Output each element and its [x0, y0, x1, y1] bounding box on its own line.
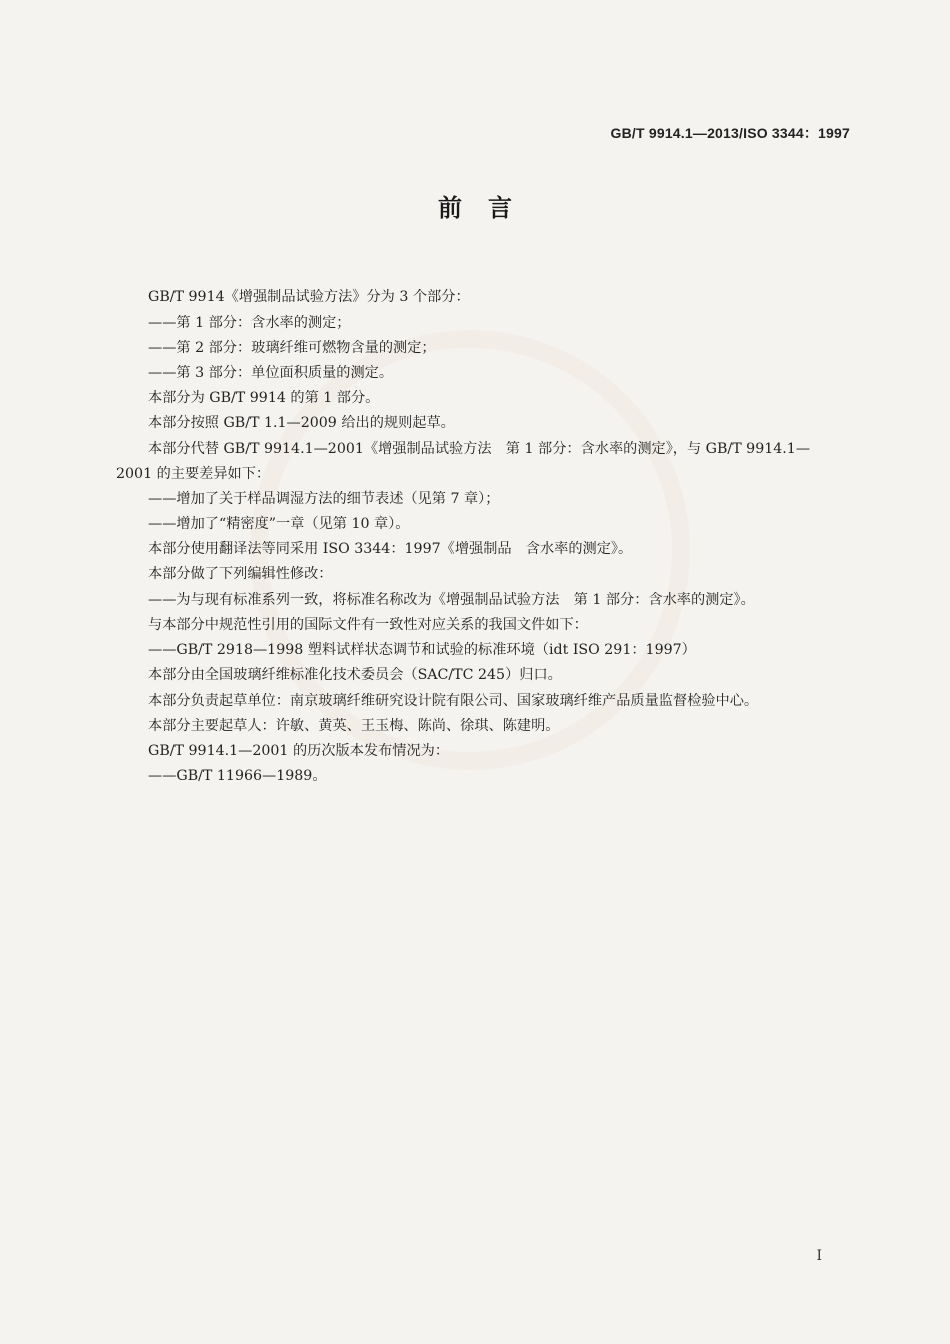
paragraph-line: 2001 的主要差异如下：	[116, 466, 271, 482]
list-item: ——为与现有标准系列一致，将标准名称改为《增强制品试验方法 第 1 部分：含水率的测定》。	[148, 592, 755, 608]
paragraph-line: GB/T 9914《增强制品试验方法》分为 3 个部分：	[148, 289, 470, 305]
paragraph-line: 本部分负责起草单位：南京玻璃纤维研究设计院有限公司、国家玻璃纤维产品质量监督检验中心。	[148, 693, 759, 709]
list-item: ——GB/T 11966—1989。	[148, 768, 327, 784]
paragraph-line: 本部分由全国玻璃纤维标准化技术委员会（SAC/TC 245）归口。	[148, 667, 562, 683]
paragraph-line: 与本部分中规范性引用的国际文件有一致性对应关系的我国文件如下：	[148, 617, 588, 633]
list-item: ——GB/T 2918—1998 塑料试样状态调节和试验的标准环境（idt ISO 291：1997）	[148, 642, 696, 658]
list-item: ——增加了“精密度”一章（见第 10 章）。	[148, 516, 410, 532]
paragraph-line: 本部分主要起草人：许敏、黄英、王玉梅、陈尚、徐琪、陈建明。	[148, 718, 560, 734]
paragraph-line: 本部分按照 GB/T 1.1—2009 给出的规则起草。	[148, 415, 455, 431]
paragraph-line: 本部分使用翻译法等同采用 ISO 3344：1997《增强制品 含水率的测定》。	[148, 541, 633, 557]
paragraph-line: GB/T 9914.1—2001 的历次版本发布情况为：	[148, 743, 450, 759]
paragraph-line: 本部分代替 GB/T 9914.1—2001《增强制品试验方法 第 1 部分：含水率的测定》，与 GB/T 9914.1—	[148, 441, 811, 457]
paragraph-line: 本部分做了下列编辑性修改：	[148, 566, 333, 582]
page-title: 前言	[438, 194, 538, 222]
page-number: I	[816, 1248, 822, 1264]
list-item: ——增加了关于样品调湿方法的细节表述（见第 7 章）；	[148, 491, 500, 507]
list-item: ——第 3 部分：单位面积质量的测定。	[148, 365, 394, 381]
list-item: ——第 2 部分：玻璃纤维可燃物含量的测定；	[148, 340, 436, 356]
paragraph-line: 本部分为 GB/T 9914 的第 1 部分。	[148, 390, 380, 406]
list-item: ——第 1 部分：含水率的测定；	[148, 315, 351, 331]
standard-code-header: GB/T 9914.1—2013/ISO 3344：1997	[610, 125, 850, 141]
